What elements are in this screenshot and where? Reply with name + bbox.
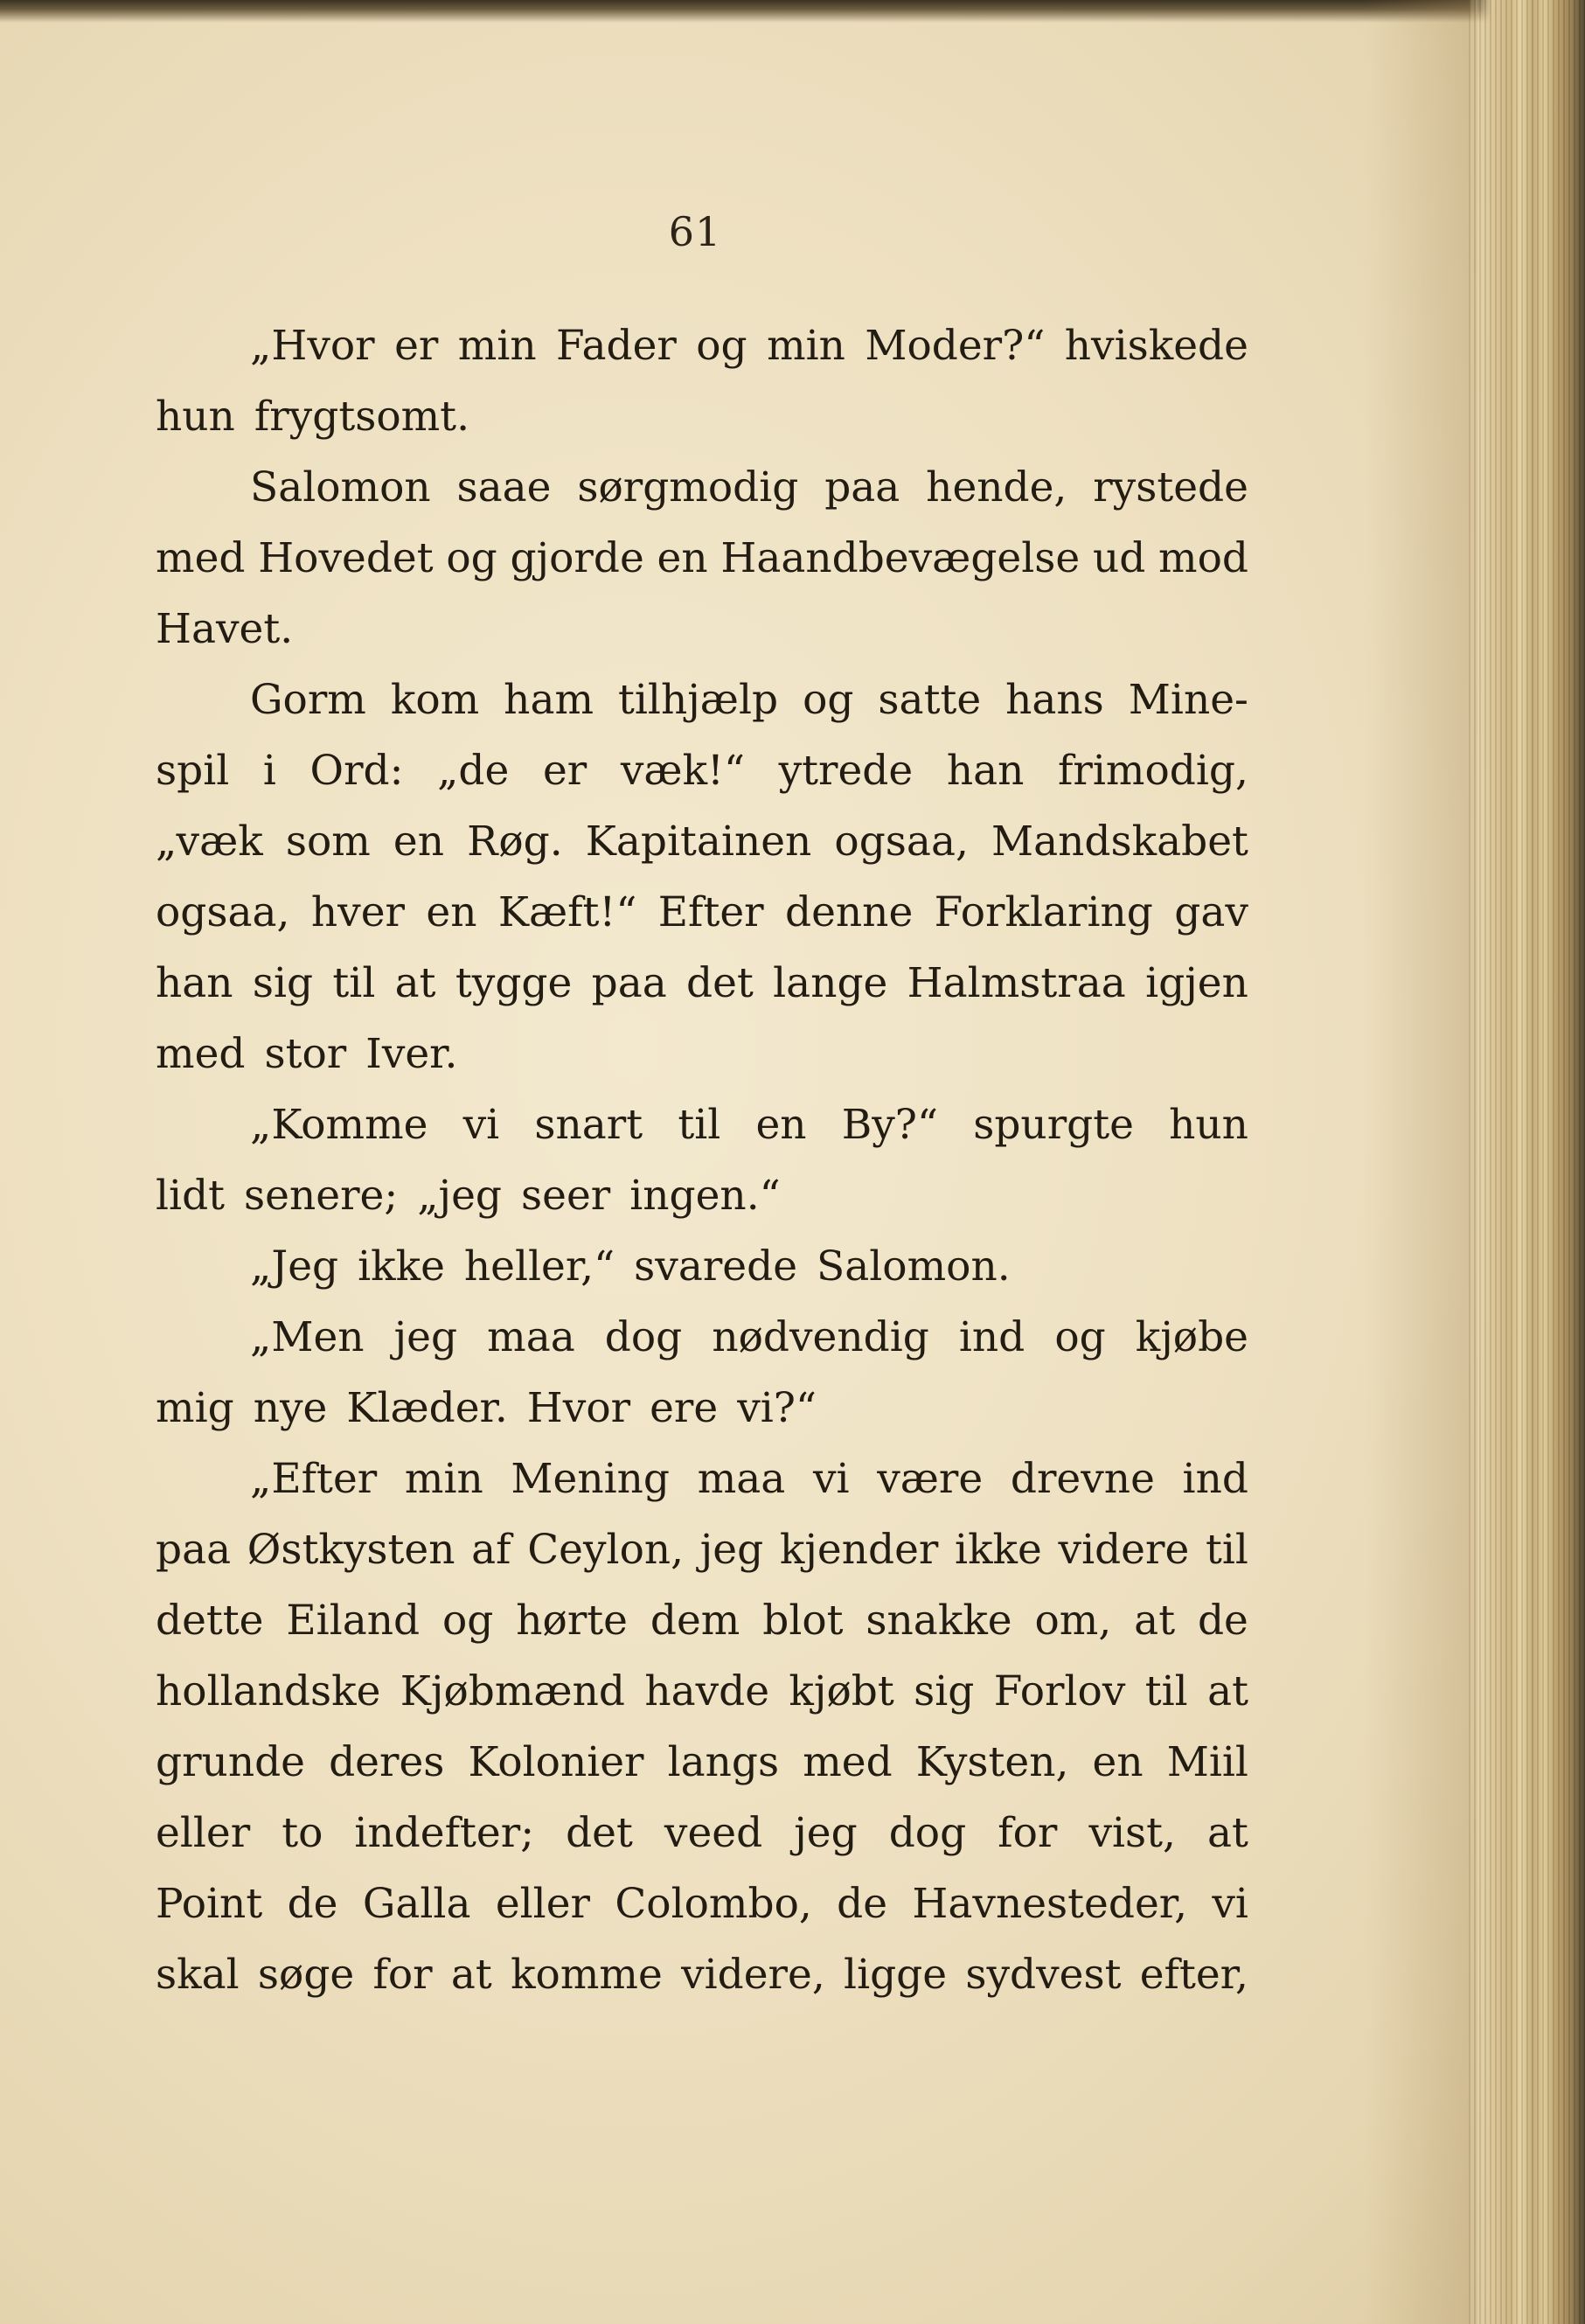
word: og bbox=[803, 676, 854, 724]
word: Galla bbox=[362, 1880, 471, 1928]
word: kjøbe bbox=[1135, 1313, 1248, 1361]
word: heller,“ bbox=[463, 1242, 615, 1291]
text-line bbox=[156, 1089, 1248, 1160]
word: Colombo, bbox=[615, 1880, 812, 1928]
word: drevne bbox=[1010, 1455, 1155, 1503]
word: maa bbox=[487, 1313, 575, 1361]
word: efter, bbox=[1139, 1951, 1248, 1999]
word: for bbox=[372, 1951, 433, 1999]
word: og bbox=[446, 534, 497, 582]
word: Østkysten bbox=[247, 1526, 455, 1574]
word: veed bbox=[664, 1809, 763, 1857]
word: eller bbox=[495, 1880, 590, 1928]
word: gjorde bbox=[510, 534, 644, 582]
body-text bbox=[156, 310, 1248, 2010]
word: til bbox=[678, 1101, 721, 1149]
word: dem bbox=[650, 1597, 740, 1645]
word: en bbox=[426, 888, 477, 936]
word: for bbox=[998, 1809, 1058, 1857]
word: rystede bbox=[1093, 463, 1248, 511]
word: hun bbox=[1169, 1101, 1248, 1149]
word: hende, bbox=[926, 463, 1067, 511]
word: „væk bbox=[156, 818, 263, 866]
word: hver bbox=[310, 888, 405, 936]
word: ere bbox=[650, 1384, 719, 1432]
word: Ceylon, bbox=[527, 1526, 685, 1574]
text-line bbox=[156, 877, 1248, 948]
word: „Hvor bbox=[250, 322, 375, 370]
word: gav bbox=[1174, 888, 1248, 936]
word: deres bbox=[329, 1738, 445, 1786]
word: to bbox=[282, 1809, 323, 1857]
word: med bbox=[803, 1738, 893, 1786]
word: Havet. bbox=[156, 605, 294, 653]
text-line bbox=[156, 452, 1248, 523]
top-shadow bbox=[0, 0, 1585, 23]
word: indefter; bbox=[354, 1809, 535, 1857]
word: kjender bbox=[779, 1526, 939, 1574]
word: en bbox=[755, 1101, 807, 1149]
word: mod bbox=[1158, 534, 1248, 582]
word: det bbox=[686, 959, 754, 1007]
word: ogsaa, bbox=[156, 888, 290, 936]
word: vist, bbox=[1088, 1809, 1176, 1857]
word: „Men bbox=[250, 1313, 365, 1361]
word: hollandske bbox=[156, 1667, 381, 1715]
text-line bbox=[156, 594, 1248, 664]
word: paa bbox=[156, 1526, 232, 1574]
word: Kæft!“ bbox=[497, 888, 637, 936]
text-line bbox=[156, 948, 1248, 1019]
word: skal bbox=[156, 1951, 240, 1999]
text-line bbox=[156, 1231, 1248, 1302]
word: sig bbox=[252, 959, 314, 1007]
word: lidt bbox=[156, 1172, 226, 1220]
word: Hvor bbox=[526, 1384, 631, 1432]
word: ingen.“ bbox=[629, 1172, 781, 1220]
word: igjen bbox=[1145, 959, 1248, 1007]
word: grunde bbox=[156, 1738, 305, 1786]
word: at bbox=[1207, 1667, 1248, 1715]
word: være bbox=[877, 1455, 984, 1503]
word: Point bbox=[156, 1880, 263, 1928]
word: ikke bbox=[955, 1526, 1042, 1574]
word: dog bbox=[888, 1809, 967, 1857]
word: Miil bbox=[1166, 1738, 1248, 1786]
word: er bbox=[394, 322, 439, 370]
text-line bbox=[156, 1585, 1248, 1656]
word: kom bbox=[390, 676, 480, 724]
word: Kapitainen bbox=[585, 818, 812, 866]
word: jeg bbox=[794, 1809, 858, 1857]
word: By?“ bbox=[841, 1101, 939, 1149]
word: sørgmodig bbox=[577, 463, 799, 511]
word: „Efter bbox=[250, 1455, 378, 1503]
page-number: 61 bbox=[668, 208, 722, 255]
word: ytrede bbox=[778, 747, 914, 795]
word: Mandskabet bbox=[991, 818, 1248, 866]
word: Mine- bbox=[1128, 676, 1248, 724]
word: snakke bbox=[865, 1597, 1012, 1645]
word: langs bbox=[667, 1738, 780, 1786]
word: med bbox=[156, 534, 246, 582]
word: til bbox=[1144, 1667, 1188, 1715]
word: de bbox=[837, 1880, 888, 1928]
text-line bbox=[156, 1373, 1248, 1444]
word: Kolonier bbox=[468, 1738, 644, 1786]
word: vi bbox=[462, 1101, 500, 1149]
word: frimodig, bbox=[1057, 747, 1248, 795]
word: han bbox=[946, 747, 1025, 795]
word: maa bbox=[697, 1455, 786, 1503]
word: i bbox=[262, 747, 276, 795]
word: som bbox=[285, 818, 371, 866]
word: nødvendig bbox=[712, 1313, 929, 1361]
page-edge-stack bbox=[1469, 0, 1585, 2324]
word: og bbox=[1054, 1313, 1106, 1361]
word: spurgte bbox=[973, 1101, 1134, 1149]
text-line bbox=[156, 1727, 1248, 1798]
word: at bbox=[394, 959, 436, 1007]
word: til bbox=[332, 959, 376, 1007]
word: en bbox=[393, 818, 444, 866]
word: Klæder. bbox=[346, 1384, 508, 1432]
word: vi?“ bbox=[737, 1384, 817, 1432]
word: Ord: bbox=[309, 747, 404, 795]
word: Salomon bbox=[250, 463, 431, 511]
word: hun bbox=[156, 393, 235, 441]
word: tygge bbox=[455, 959, 573, 1007]
word: videre bbox=[1058, 1526, 1190, 1574]
text-line bbox=[156, 806, 1248, 877]
text-line bbox=[156, 1656, 1248, 1727]
word: spil bbox=[156, 747, 230, 795]
word: de bbox=[287, 1880, 338, 1928]
word: hørte bbox=[516, 1597, 629, 1645]
word: min bbox=[767, 322, 845, 370]
word: dette bbox=[156, 1597, 264, 1645]
word: snart bbox=[534, 1101, 643, 1149]
text-line bbox=[156, 1444, 1248, 1514]
word: jeg bbox=[699, 1526, 764, 1574]
text-line bbox=[156, 735, 1248, 806]
word: ikke bbox=[358, 1242, 445, 1291]
word: satte bbox=[878, 676, 982, 724]
word: mig bbox=[156, 1384, 234, 1432]
word: „Komme bbox=[250, 1101, 428, 1149]
word: sig bbox=[914, 1667, 975, 1715]
text-line bbox=[156, 1019, 1248, 1089]
word: Halmstraa bbox=[907, 959, 1126, 1007]
word: en bbox=[1092, 1738, 1144, 1786]
word: hans bbox=[1005, 676, 1104, 724]
word: væk!“ bbox=[620, 747, 745, 795]
word: „Jeg bbox=[250, 1242, 339, 1291]
word: vi bbox=[1212, 1880, 1248, 1928]
word: paa bbox=[824, 463, 900, 511]
word: ind bbox=[1182, 1455, 1248, 1503]
word: stor bbox=[264, 1030, 347, 1078]
word: seer bbox=[521, 1172, 611, 1220]
text-line bbox=[156, 1160, 1248, 1231]
word: ud bbox=[1092, 534, 1146, 582]
word: havde bbox=[644, 1667, 770, 1715]
word: Efter bbox=[657, 888, 764, 936]
word: Iver. bbox=[365, 1030, 458, 1078]
word: jeg bbox=[393, 1313, 458, 1361]
word: Forlov bbox=[993, 1667, 1126, 1715]
word: „de bbox=[437, 747, 510, 795]
word: ligge bbox=[844, 1951, 948, 1999]
word: hviskede bbox=[1064, 322, 1248, 370]
word: sydvest bbox=[965, 1951, 1122, 1999]
word: svarede bbox=[634, 1242, 798, 1291]
word: ogsaa, bbox=[834, 818, 969, 866]
word: med bbox=[156, 1030, 246, 1078]
word: Haandbevægelse bbox=[720, 534, 1081, 582]
word: Eiland bbox=[286, 1597, 421, 1645]
word: saae bbox=[456, 463, 552, 511]
word: de bbox=[1197, 1597, 1248, 1645]
word: denne bbox=[785, 888, 914, 936]
word: dog bbox=[604, 1313, 683, 1361]
word: lange bbox=[773, 959, 888, 1007]
word: at bbox=[1207, 1809, 1248, 1857]
text-line bbox=[156, 1302, 1248, 1373]
text-line bbox=[156, 1798, 1248, 1868]
word: kjøbt bbox=[789, 1667, 894, 1715]
word: eller bbox=[156, 1809, 251, 1857]
word: det bbox=[566, 1809, 633, 1857]
word: han bbox=[156, 959, 233, 1007]
word: Gorm bbox=[250, 676, 366, 724]
word: Kysten, bbox=[915, 1738, 1069, 1786]
word: senere; bbox=[244, 1172, 399, 1220]
word: Hovedet bbox=[258, 534, 434, 582]
word: „jeg bbox=[417, 1172, 503, 1220]
word: Salomon. bbox=[817, 1242, 1011, 1291]
word: Moder?“ bbox=[865, 322, 1046, 370]
word: en bbox=[657, 534, 708, 582]
text-line bbox=[156, 1514, 1248, 1585]
text-line bbox=[156, 381, 1248, 452]
word: vi bbox=[812, 1455, 850, 1503]
text-line bbox=[156, 664, 1248, 735]
word: Røg. bbox=[467, 818, 563, 866]
text-line bbox=[156, 523, 1248, 594]
word: videre, bbox=[681, 1951, 825, 1999]
word: er bbox=[542, 747, 587, 795]
word: af bbox=[471, 1526, 511, 1574]
text-line bbox=[156, 1939, 1248, 2010]
word: om, bbox=[1034, 1597, 1112, 1645]
word: min bbox=[404, 1455, 483, 1503]
word: Fader bbox=[556, 322, 677, 370]
word: nye bbox=[253, 1384, 328, 1432]
word: min bbox=[457, 322, 537, 370]
gutter-shade bbox=[1364, 0, 1477, 2324]
word: og bbox=[442, 1597, 494, 1645]
word: blot bbox=[762, 1597, 844, 1645]
word: søge bbox=[257, 1951, 355, 1999]
word: ham bbox=[504, 676, 594, 724]
word: og bbox=[696, 322, 747, 370]
text-line bbox=[156, 310, 1248, 381]
word: paa bbox=[591, 959, 667, 1007]
word: Forklaring bbox=[934, 888, 1153, 936]
word: komme bbox=[511, 1951, 663, 1999]
word: tilhjælp bbox=[618, 676, 779, 724]
text-line bbox=[156, 1868, 1248, 1939]
word: Havnesteder, bbox=[912, 1880, 1188, 1928]
word: at bbox=[450, 1951, 492, 1999]
word: Kjøbmænd bbox=[400, 1667, 625, 1715]
word: at bbox=[1134, 1597, 1176, 1645]
word: Mening bbox=[511, 1455, 671, 1503]
word: frygtsomt. bbox=[254, 393, 470, 441]
word: ind bbox=[958, 1313, 1025, 1361]
word: til bbox=[1205, 1526, 1248, 1574]
